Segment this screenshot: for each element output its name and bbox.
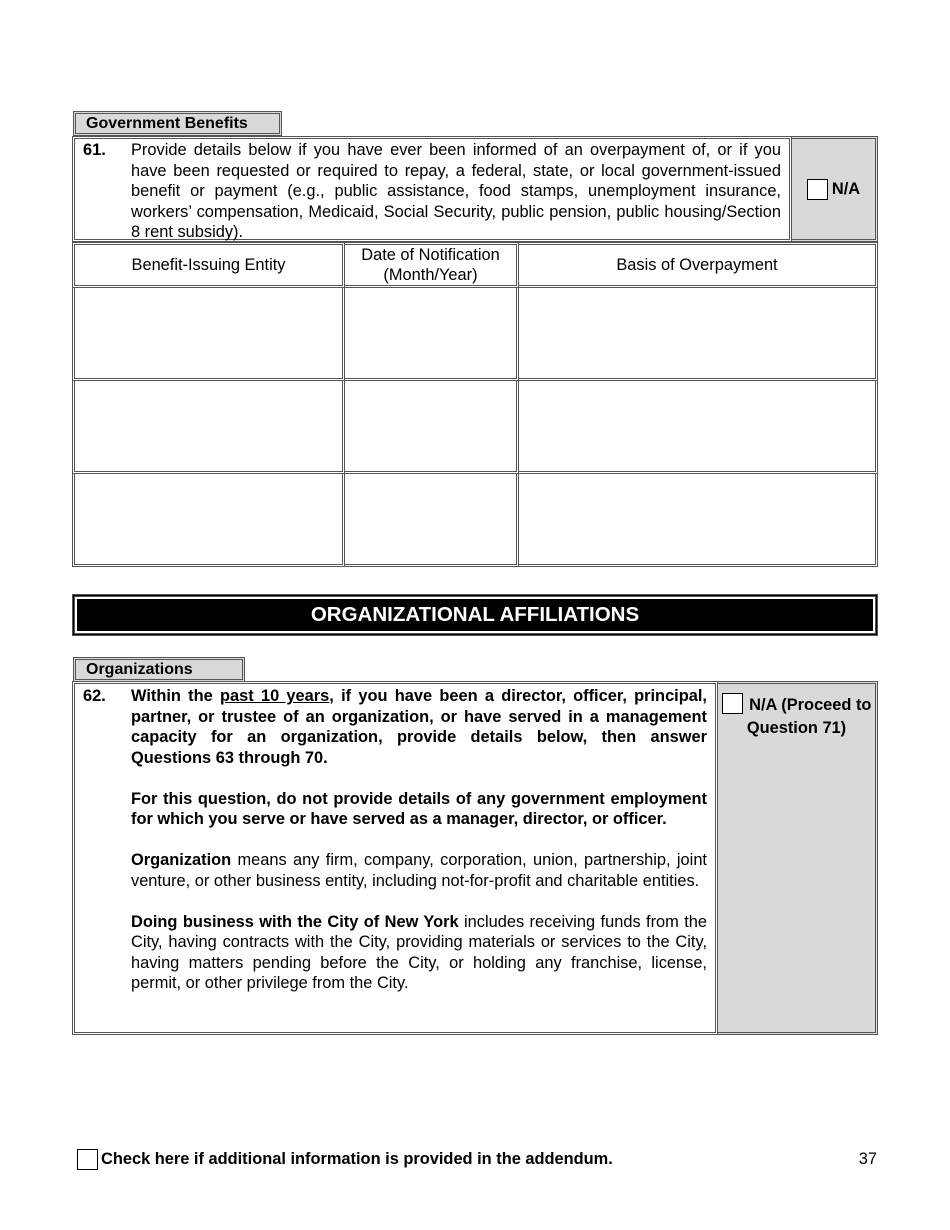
header-date-of-notification: Date of Notification (Month/Year) [345,242,519,288]
organization-definition: means any firm, company, corporation, union, partnership, joint venture, or other business entity, including not-for-profit and charitable entities. [131,851,707,890]
question-62-paragraph-2: For this question, do not provide details of any government employment for which you serve or have served as a manager, director, or officer. [131,789,707,828]
section-title: ORGANIZATIONAL AFFILIATIONS [310,603,640,626]
basis-cell[interactable] [519,474,878,567]
question-61-text: Provide details below if you have ever been informed of an overpayment of, or if you have been requested or required to repay, a federal, state, or local government-issued benefit or payment (e.g., public assistance, food stamps, unemployment insurance, workers’ compensation, Medicaid, Social Security, public pension, public housing/Section 8 rent subsidy). [131,141,781,241]
question-61 [72,136,878,242]
question-62-paragraph-4 [131,912,707,994]
entity-cell[interactable] [72,381,345,474]
question-62-na-checkbox[interactable] [722,693,743,714]
table-row [72,474,878,567]
table-header-row [72,242,878,288]
header-basis-of-overpayment: Basis of Overpayment [519,242,878,288]
government-benefits-tab [73,111,282,136]
organizational-affiliations-header [72,594,878,636]
question-62-paragraph-1 [131,686,707,768]
date-cell[interactable] [345,381,519,474]
question-62-body [72,681,718,1035]
table-row [72,288,878,381]
date-cell[interactable] [345,288,519,381]
question-61-body [72,136,792,242]
overpayment-table [72,242,878,567]
question-61-number: 61. [83,141,106,159]
entity-cell[interactable] [72,288,345,381]
doing-business-definition: includes receiving funds from the City, having contracts with the City, providing materials or services to the City, having matters pending before the City, or holding any franchise, license, permit, or other privilege from the City. [131,912,707,992]
question-62-na-label: N/A (Proceed to Question 71) [746,696,872,737]
organizations-tab [73,657,245,682]
question-62-paragraph-3 [131,850,707,891]
page-number: 37 [858,1149,877,1168]
question-62-text [131,686,707,1032]
question-62-number: 62. [83,687,106,705]
addendum-checkbox[interactable] [77,1149,98,1170]
government-benefits-label: Government Benefits [86,115,248,132]
p1-underline: past 10 years [220,687,330,705]
organization-term: Organization [131,851,232,869]
date-cell[interactable] [345,474,519,567]
entity-cell[interactable] [72,474,345,567]
organizations-label: Organizations [86,661,193,678]
page-footer [77,1148,877,1170]
question-61-na-label: N/A [831,179,861,198]
p1-pre: Within the [131,687,220,705]
p1-post: , if you have been a director, officer, principal, partner, or trustee of an organization, or have served in a management capacity for an organization, provide details below, then answer Questions 63 through 70. [131,687,707,767]
question-61-na-checkbox[interactable] [807,179,828,200]
doing-business-term: Doing business with the City of New York [131,912,459,931]
basis-cell[interactable] [519,288,878,381]
table-row [72,381,878,474]
basis-cell[interactable] [519,381,878,474]
question-61-na [792,136,878,242]
question-62 [72,681,878,1035]
header-benefit-issuing-entity: Benefit-Issuing Entity [72,242,345,288]
addendum-label: Check here if additional information is provided in the addendum. [101,1149,613,1168]
question-62-na [718,681,878,1035]
